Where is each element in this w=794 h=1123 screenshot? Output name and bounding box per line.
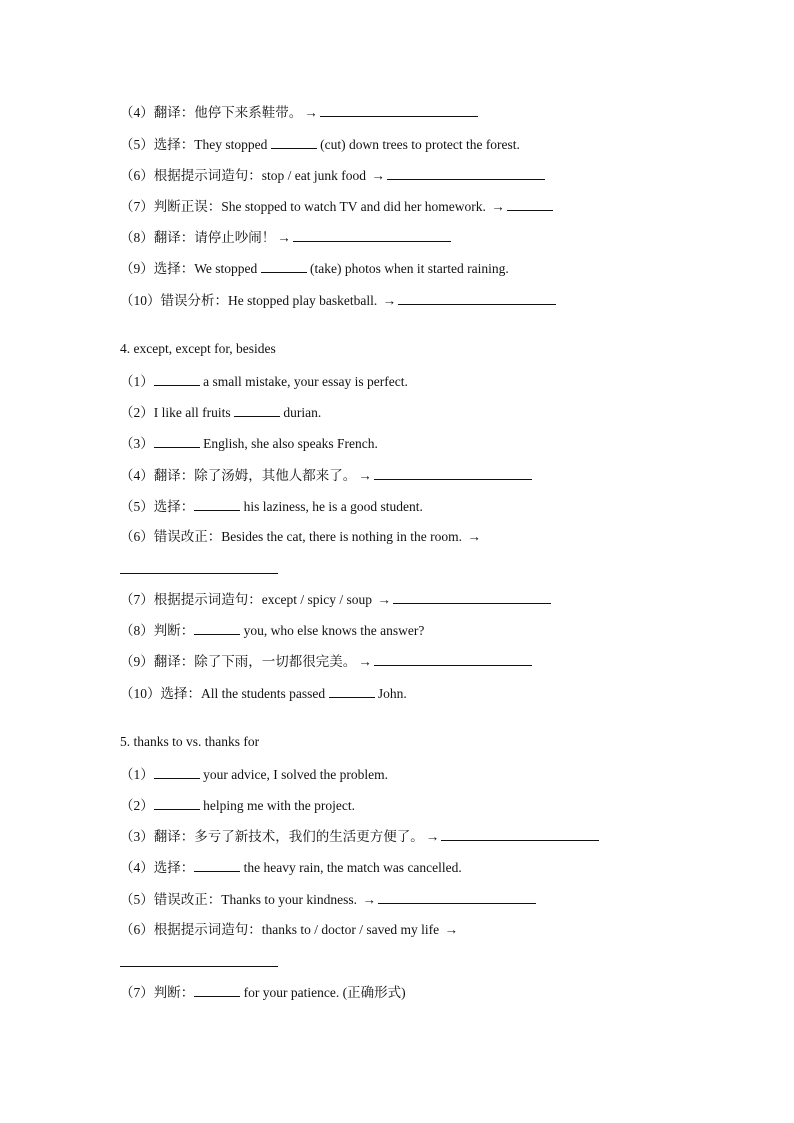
arrow-icon: → <box>371 168 385 183</box>
answer-blank[interactable] <box>194 621 240 635</box>
s4-item-7: （7）根据提示词造句：except / spicy / soup → <box>120 590 551 609</box>
s5-item-4: （4）选择： the heavy rain, the match was cancelled. <box>120 860 462 875</box>
answer-blank[interactable] <box>441 827 599 841</box>
s4-item-1: （1） a small mistake, your essay is perfect. <box>120 374 408 389</box>
arrow-icon: → <box>444 922 458 937</box>
section-4-title: 4. except, except for, besides <box>120 341 276 356</box>
arrow-icon: → <box>304 105 318 120</box>
answer-blank[interactable] <box>374 652 532 666</box>
answer-blank[interactable] <box>507 197 553 211</box>
s4-item-5: （5）选择： his laziness, he is a good student. <box>120 499 423 514</box>
answer-blank[interactable] <box>320 103 478 117</box>
answer-blank[interactable] <box>194 983 240 997</box>
answer-blank[interactable] <box>271 135 317 149</box>
answer-blank[interactable] <box>387 166 545 180</box>
arrow-icon: → <box>425 829 440 844</box>
answer-blank[interactable] <box>374 466 532 480</box>
answer-blank[interactable] <box>194 497 240 511</box>
answer-blank[interactable] <box>261 259 307 273</box>
s3-item-6: （6）根据提示词造句：stop / eat junk food → <box>120 166 545 185</box>
answer-blank[interactable] <box>393 590 551 604</box>
s4-item-3: （3） English, she also speaks French. <box>120 436 378 451</box>
arrow-icon: → <box>491 199 505 214</box>
answer-blank[interactable] <box>154 372 200 386</box>
arrow-icon: → <box>277 230 291 245</box>
s4-item-2: （2）I like all fruits durian. <box>120 405 322 420</box>
s5-item-7: （7）判断： for your patience. (正确形式) <box>120 985 406 1000</box>
section-5-title: 5. thanks to vs. thanks for <box>120 734 260 749</box>
s4-item-4: （4）翻译：除了汤姆，其他人都来了。 → <box>120 466 532 485</box>
arrow-icon: → <box>382 293 397 308</box>
s3-item-5: （5）选择：They stopped (cut) down trees to protect the forest. <box>120 137 520 152</box>
s5-item-1: （1） your advice, I solved the problem. <box>120 767 388 782</box>
s3-item-9: （9）选择：We stopped (take) photos when it started raining. <box>120 261 509 276</box>
arrow-icon: → <box>362 892 376 907</box>
answer-blank[interactable] <box>329 684 375 698</box>
answer-blank[interactable] <box>154 434 200 448</box>
s4-item-9: （9）翻译：除了下雨，一切都很完美。 → <box>120 652 532 671</box>
answer-blank[interactable] <box>398 291 556 305</box>
answer-blank[interactable] <box>120 953 278 967</box>
answer-blank[interactable] <box>194 858 240 872</box>
s5-item-6: （6）根据提示词造句：thanks to / doctor / saved my life → <box>120 922 458 937</box>
answer-blank[interactable] <box>293 228 451 242</box>
s3-item-7: （7）判断正误：She stopped to watch TV and did her homework. → <box>120 197 553 216</box>
arrow-icon: → <box>358 468 372 483</box>
arrow-icon: → <box>377 592 391 607</box>
s5-item-2: （2） helping me with the project. <box>120 798 355 813</box>
arrow-icon: → <box>358 654 372 669</box>
s3-item-4: （4）翻译：他停下来系鞋带。 → <box>120 103 478 122</box>
arrow-icon: → <box>467 529 481 544</box>
answer-blank[interactable] <box>154 796 200 810</box>
s4-item-6: （6）错误改正：Besides the cat, there is nothing in the room. → <box>120 529 481 544</box>
s5-item-5: （5）错误改正：Thanks to your kindness. → <box>120 890 536 909</box>
answer-blank[interactable] <box>120 560 278 574</box>
s5-item-3: （3）翻译：多亏了新技术，我们的生活更方便了。 → <box>120 827 599 846</box>
answer-blank[interactable] <box>234 403 280 417</box>
s3-item-8: （8）翻译：请停止吵闹！ → <box>120 228 451 247</box>
answer-blank[interactable] <box>154 765 200 779</box>
s4-item-10: （10）选择：All the students passed John. <box>120 686 407 701</box>
s3-item-10: （10）错误分析：He stopped play basketball. → <box>120 291 556 310</box>
answer-blank[interactable] <box>378 890 536 904</box>
s4-item-8: （8）判断： you, who else knows the answer? <box>120 623 425 638</box>
